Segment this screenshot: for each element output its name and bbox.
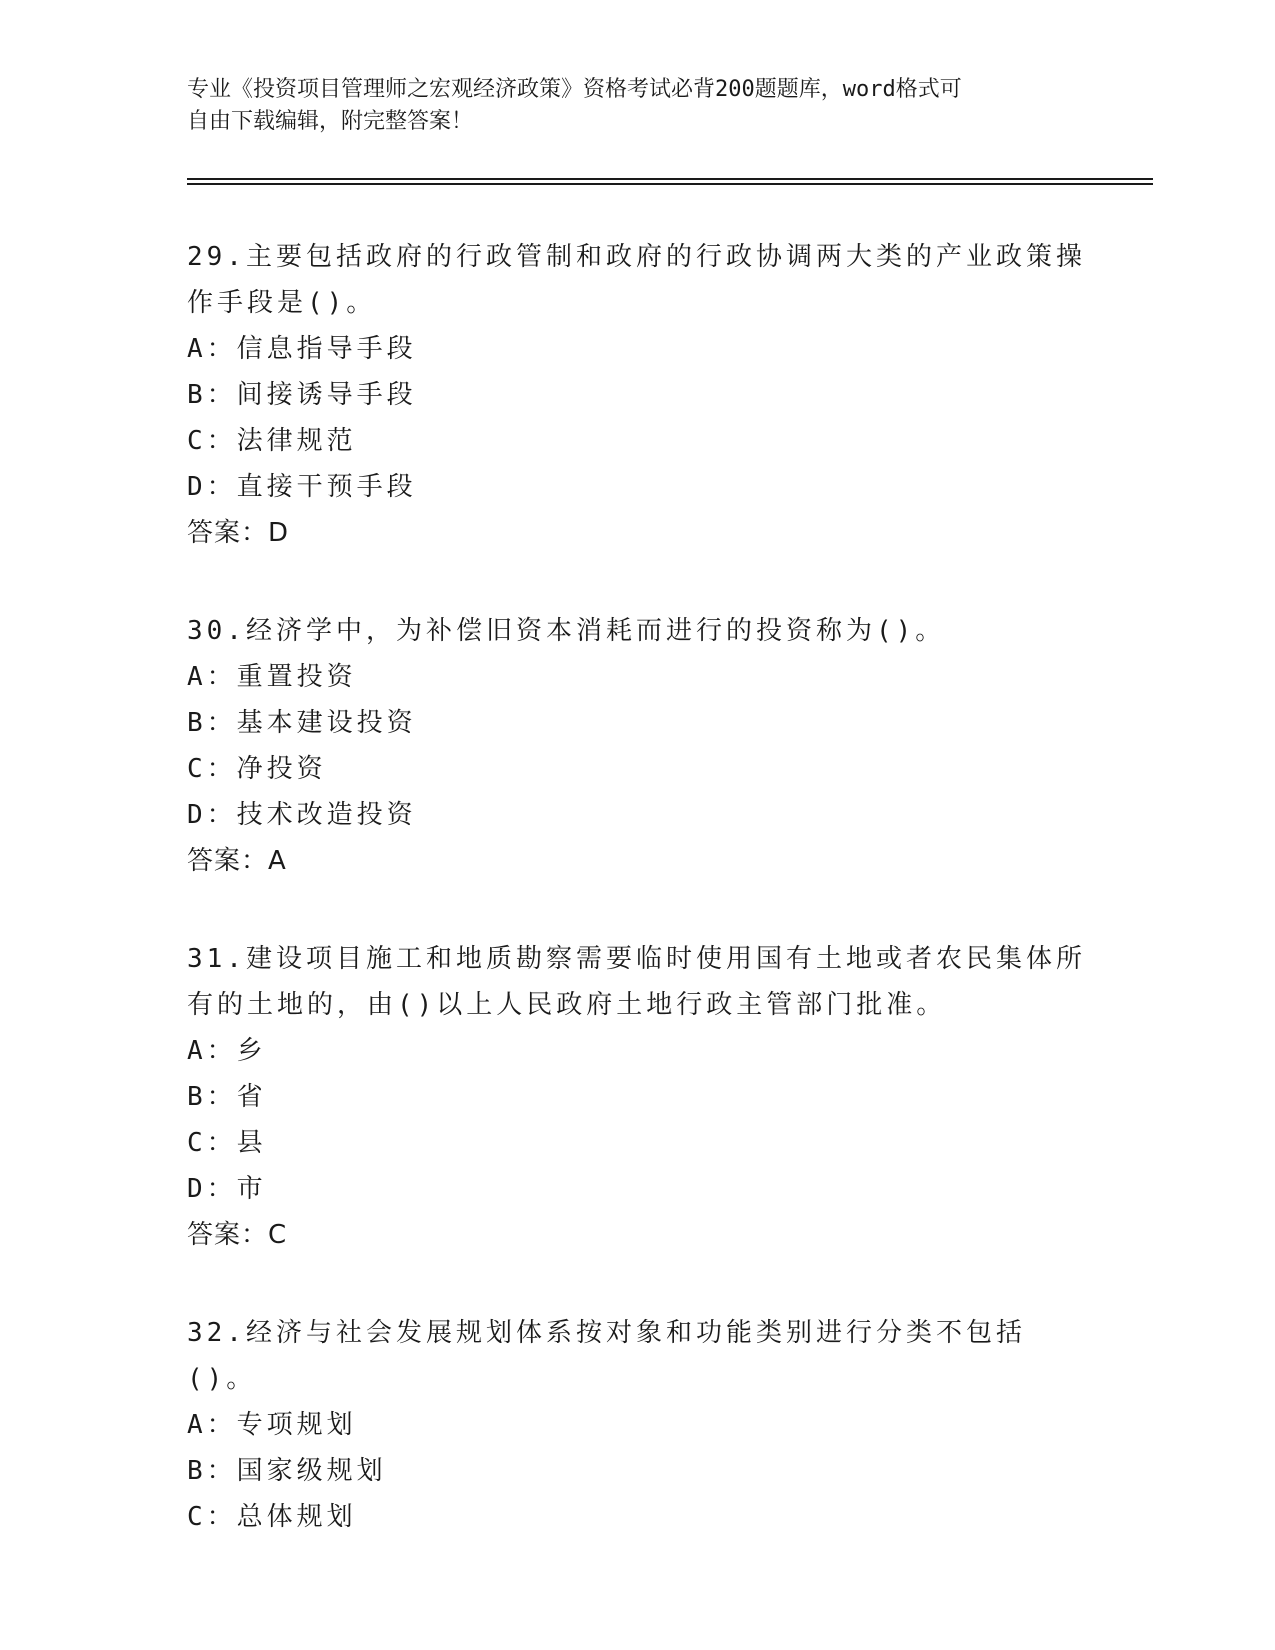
question-30 [187, 608, 1087, 884]
option-c: C：法律规范 [187, 426, 357, 456]
option-b: B：省 [187, 1082, 267, 1112]
question-32 [187, 1310, 1087, 1540]
header-line-2: 自由下载编辑，附完整答案！ [187, 109, 474, 134]
option-c: C：县 [187, 1128, 267, 1158]
question-text: 31.建设项目施工和地质勘察需要临时使用国有土地或者农民集体所有的土地的，由()以上人民政府土地行政主管部门批准。 [187, 944, 1086, 1020]
header-divider-top [187, 178, 1153, 180]
option-b: B：间接诱导手段 [187, 380, 417, 410]
option-c: C：净投资 [187, 754, 327, 784]
question-list [187, 234, 1087, 1592]
option-d: D：技术改造投资 [187, 800, 417, 830]
option-a: A：乡 [187, 1036, 267, 1066]
option-d: D：直接干预手段 [187, 472, 417, 502]
question-31 [187, 936, 1087, 1258]
answer: 答案：A [187, 846, 287, 876]
option-d: D：市 [187, 1174, 267, 1204]
answer: 答案：C [187, 1220, 288, 1250]
document-header [187, 74, 1087, 138]
option-a: A：信息指导手段 [187, 334, 417, 364]
header-divider-bottom [187, 183, 1153, 185]
question-text: 32.经济与社会发展规划体系按对象和功能类别进行分类不包括()。 [187, 1318, 1026, 1394]
option-b: B：基本建设投资 [187, 708, 417, 738]
option-b: B：国家级规划 [187, 1456, 387, 1486]
answer: 答案：D [187, 518, 290, 548]
option-a: A：专项规划 [187, 1410, 357, 1440]
option-c: C：总体规划 [187, 1502, 357, 1532]
header-line-1: 专业《投资项目管理师之宏观经济政策》资格考试必背200题题库，word格式可 [187, 77, 962, 102]
question-text: 29.主要包括政府的行政管制和政府的行政协调两大类的产业政策操作手段是()。 [187, 242, 1086, 318]
question-29 [187, 234, 1087, 556]
question-text: 30.经济学中，为补偿旧资本消耗而进行的投资称为()。 [187, 616, 946, 646]
option-a: A：重置投资 [187, 662, 357, 692]
